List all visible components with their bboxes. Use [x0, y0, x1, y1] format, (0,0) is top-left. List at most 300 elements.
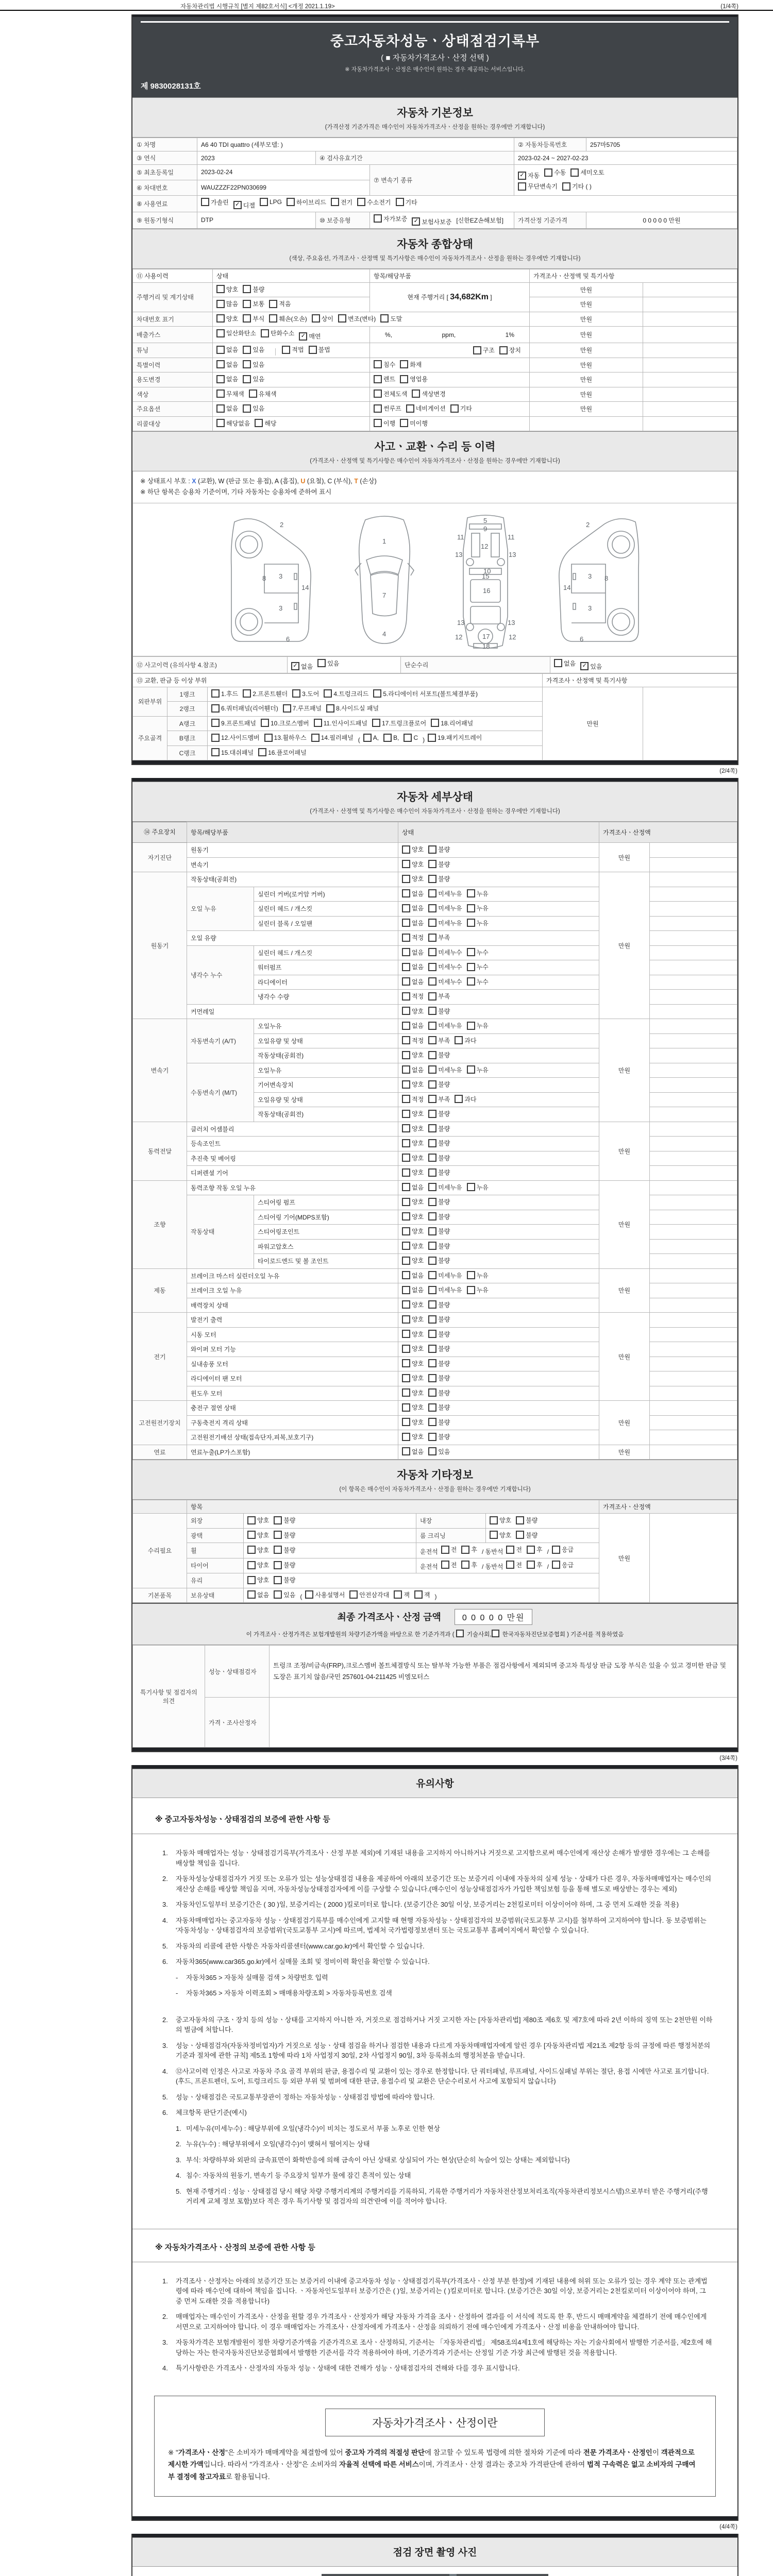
notice-item: [162, 1874, 714, 1894]
checkbox[interactable]: [428, 948, 436, 956]
text-segment: 이: [652, 2448, 661, 2456]
checkbox[interactable]: [428, 875, 436, 883]
checkbox[interactable]: [428, 1065, 436, 1074]
checkbox[interactable]: [456, 1630, 464, 1637]
checkbox[interactable]: [324, 689, 332, 698]
svg-text:16: 16: [483, 586, 491, 595]
notice-item-number: 5.: [176, 2187, 181, 2195]
page-marker-3: (3/4쪽): [719, 1755, 737, 1761]
checkbox[interactable]: [402, 1345, 410, 1353]
checkbox[interactable]: [247, 1516, 256, 1524]
checkbox-label: 불량: [438, 1404, 450, 1411]
checkbox[interactable]: [216, 329, 225, 337]
checkbox[interactable]: [216, 419, 225, 427]
checkbox[interactable]: [428, 1345, 436, 1353]
checkbox[interactable]: [274, 1531, 282, 1539]
checkbox[interactable]: [467, 904, 475, 912]
checkbox[interactable]: [274, 1576, 282, 1584]
checkbox[interactable]: [402, 1447, 410, 1455]
checkbox[interactable]: [402, 1139, 410, 1147]
checkbox[interactable]: [467, 963, 475, 971]
usage-change-options: [213, 372, 370, 387]
checkbox[interactable]: [349, 1590, 358, 1599]
checkbox[interactable]: [402, 1374, 410, 1382]
checkbox-option: [428, 889, 462, 898]
checkbox-label: 미세누유: [438, 1272, 462, 1279]
checkbox[interactable]: [216, 375, 225, 383]
checkbox[interactable]: ✓: [412, 217, 420, 226]
checkbox[interactable]: [374, 214, 382, 223]
photo-section-title: 점검 장면 촬영 사진: [393, 2547, 477, 2558]
state-options: [398, 887, 599, 902]
checkbox[interactable]: [544, 168, 552, 177]
checkbox[interactable]: [243, 285, 251, 293]
checkbox[interactable]: [402, 1212, 410, 1221]
checkbox[interactable]: [428, 1022, 436, 1030]
checkbox[interactable]: [467, 1065, 475, 1074]
checkbox[interactable]: [461, 1561, 469, 1569]
checkbox[interactable]: [428, 1271, 436, 1279]
checkbox[interactable]: [269, 314, 277, 323]
checkbox[interactable]: [428, 1433, 436, 1441]
checkbox[interactable]: [402, 934, 410, 942]
checkbox-label: 유채색: [258, 390, 277, 398]
checkbox-label: A,: [373, 734, 379, 741]
checkbox[interactable]: [428, 1286, 436, 1294]
checkbox[interactable]: [428, 1198, 436, 1206]
checkbox[interactable]: [499, 346, 508, 354]
item-label: 라디에이터: [254, 975, 398, 990]
checkbox[interactable]: [428, 1080, 436, 1089]
remark-cell: [643, 416, 737, 431]
checkbox[interactable]: [428, 1212, 436, 1221]
checkbox[interactable]: [400, 375, 408, 383]
checkbox-label: 양호: [412, 1213, 424, 1221]
checkbox[interactable]: [211, 719, 220, 727]
text-segment: 자율적 선택에 따른 서비스: [339, 2461, 419, 2469]
notice-item: [176, 2187, 714, 2207]
checkbox[interactable]: [274, 1546, 282, 1554]
checkbox[interactable]: [402, 1315, 410, 1324]
checkbox[interactable]: [247, 1531, 256, 1539]
checkbox[interactable]: [428, 1447, 436, 1455]
remark-cell: [650, 1430, 737, 1445]
checkbox[interactable]: [402, 1051, 410, 1059]
checkbox[interactable]: [461, 1546, 469, 1554]
checkbox[interactable]: [402, 948, 410, 956]
checkbox[interactable]: [402, 1007, 410, 1015]
checkbox[interactable]: [402, 1388, 410, 1397]
checkbox[interactable]: [400, 419, 408, 427]
checkbox[interactable]: [441, 1561, 449, 1569]
checkbox[interactable]: [216, 360, 225, 368]
checkbox[interactable]: [264, 734, 273, 742]
checkbox[interactable]: [287, 198, 295, 206]
transmission-options-line1: [518, 167, 733, 181]
main-frame-group-label: 주요골격: [133, 716, 167, 760]
checkbox[interactable]: [402, 1242, 410, 1250]
checkbox[interactable]: [506, 1546, 514, 1554]
checkbox[interactable]: [428, 1227, 436, 1235]
checkbox[interactable]: [518, 182, 526, 191]
state-options: [398, 1268, 599, 1283]
checkbox[interactable]: [211, 734, 220, 742]
checkbox[interactable]: [372, 719, 380, 727]
usage-history-header: ⑪ 사용이력: [133, 269, 213, 282]
checkbox-option: [216, 314, 238, 323]
possession-options: [244, 1588, 599, 1603]
checkbox[interactable]: [402, 1110, 410, 1118]
notice-item-text: 자동차인도일부터 보증기간은 ( 30 )일, 보증거리는 ( 2000 )킬로미터로 합니다. (보증기간은 30일 이상, 보증거리는 2천킬로미터 이상이어야 하며, 그 중 먼저 도래한 것을 적용): [176, 1901, 679, 1908]
checkbox[interactable]: [467, 977, 475, 986]
checkbox[interactable]: [402, 1286, 410, 1294]
text-segment: C: [327, 478, 332, 485]
checkbox-option: [428, 1403, 450, 1412]
checkbox[interactable]: [402, 963, 410, 971]
checkbox[interactable]: [490, 1531, 498, 1539]
detail-state-header: 상태: [398, 822, 599, 843]
checkbox[interactable]: [374, 375, 382, 383]
checkbox[interactable]: [216, 300, 225, 308]
checkbox[interactable]: [383, 734, 392, 742]
checkbox-option: [247, 1590, 269, 1599]
checkbox[interactable]: [309, 346, 317, 354]
checkbox[interactable]: [402, 1418, 410, 1426]
checkbox[interactable]: [249, 389, 257, 398]
checkbox[interactable]: [216, 285, 225, 293]
checkbox[interactable]: [428, 1330, 436, 1338]
checkbox[interactable]: [428, 1095, 436, 1103]
checkbox[interactable]: [428, 919, 436, 927]
remark-cell: [643, 343, 737, 358]
checkbox[interactable]: [243, 300, 251, 308]
state-options: [398, 1327, 599, 1342]
checkbox[interactable]: [282, 346, 290, 354]
checkbox-option: [428, 1036, 450, 1045]
checkbox[interactable]: [274, 1561, 282, 1569]
checkbox[interactable]: [363, 734, 372, 742]
checkbox-option: [406, 404, 446, 413]
checkbox[interactable]: [402, 1300, 410, 1309]
engineer-society-label: 기술사회,: [465, 1632, 492, 1638]
checkbox[interactable]: [467, 1286, 475, 1294]
price-cell: 만원: [599, 1313, 650, 1401]
checkbox[interactable]: [402, 992, 410, 1001]
item-group-label: 자동변속기 (A/T): [187, 1019, 254, 1063]
checkbox[interactable]: [402, 904, 410, 912]
checkbox[interactable]: ✓: [580, 662, 589, 670]
checkbox[interactable]: [402, 1433, 410, 1441]
checkbox[interactable]: [402, 1036, 410, 1044]
checkbox[interactable]: [527, 1561, 535, 1569]
checkbox[interactable]: [402, 860, 410, 868]
checkbox[interactable]: [467, 889, 475, 897]
checkbox[interactable]: [428, 1036, 436, 1044]
exchange-panel-table: [132, 673, 737, 761]
checkbox[interactable]: [357, 198, 365, 206]
checkbox-option: [243, 314, 264, 323]
checkbox[interactable]: [314, 719, 322, 727]
checkbox[interactable]: [216, 389, 225, 398]
checkbox[interactable]: [247, 1546, 256, 1554]
checkbox-label: 후: [471, 1561, 477, 1569]
checkbox[interactable]: [216, 346, 225, 354]
checkbox[interactable]: [467, 1271, 475, 1279]
checkbox[interactable]: [292, 689, 300, 698]
svg-text:1: 1: [382, 537, 386, 545]
checkbox-option: [402, 1065, 424, 1074]
checkbox-label: 불량: [283, 1577, 296, 1584]
checkbox[interactable]: [428, 1154, 436, 1162]
checkbox[interactable]: [274, 1590, 282, 1599]
notice-item-text: 누유(누수) : 해당부위에서 오일(냉각수)이 맺혀서 떨어지는 상태: [186, 2140, 370, 2148]
checkbox-label: 누수: [476, 948, 489, 956]
checkbox[interactable]: [406, 404, 414, 413]
price-survey-select-option: ( ■ 자동차가격조사ㆍ산정 선택 ): [381, 54, 489, 62]
transmission-options-line2: [518, 181, 733, 193]
checkbox[interactable]: [428, 1051, 436, 1059]
checkbox[interactable]: ✓: [233, 201, 242, 209]
checkbox[interactable]: [338, 314, 346, 323]
checkbox[interactable]: [211, 704, 220, 713]
checkbox-label: 없음: [257, 1591, 270, 1599]
checkbox-option: [243, 345, 264, 354]
checkbox[interactable]: [261, 329, 269, 337]
checkbox[interactable]: [402, 1065, 410, 1074]
checkbox-option: [287, 198, 326, 207]
checkbox[interactable]: ✓: [299, 332, 307, 341]
checkbox[interactable]: [428, 1257, 436, 1265]
checkbox[interactable]: [428, 1183, 436, 1191]
checkbox[interactable]: [255, 419, 263, 427]
checkbox-label: 불량: [438, 1257, 450, 1264]
checkbox[interactable]: [450, 404, 459, 413]
checkbox-option: [506, 1545, 522, 1554]
table-row: [133, 195, 737, 212]
checkbox[interactable]: [402, 1154, 410, 1162]
checkbox[interactable]: [562, 182, 570, 191]
checkbox[interactable]: [402, 1257, 410, 1265]
text-segment: ※ 상태표시 부호 :: [140, 478, 192, 485]
checkbox[interactable]: [261, 719, 269, 727]
checkbox[interactable]: [428, 1403, 436, 1412]
checkbox-option: [455, 1095, 476, 1104]
checkbox[interactable]: [467, 948, 475, 956]
checkbox[interactable]: [312, 314, 320, 323]
checkbox[interactable]: [467, 1183, 475, 1191]
checkbox[interactable]: [216, 314, 225, 323]
checkbox[interactable]: ✓: [291, 662, 299, 670]
checkbox[interactable]: [374, 419, 382, 427]
state-options: [398, 975, 599, 990]
checkbox[interactable]: [311, 734, 320, 742]
checkbox[interactable]: [326, 704, 334, 713]
checkbox[interactable]: [428, 1124, 436, 1132]
remark-cell: [650, 990, 737, 1005]
checkbox[interactable]: [243, 689, 251, 698]
remark-cell: [650, 1357, 737, 1371]
checkbox[interactable]: [211, 689, 220, 698]
checkbox[interactable]: [554, 659, 562, 667]
checkbox[interactable]: [269, 300, 277, 308]
checkbox-option: [372, 719, 426, 727]
checkbox[interactable]: [490, 1516, 498, 1524]
remark-cell: [650, 1122, 737, 1137]
checkbox[interactable]: [402, 889, 410, 897]
checkbox[interactable]: [247, 1561, 256, 1569]
checkbox[interactable]: [428, 934, 436, 942]
checkbox[interactable]: [506, 1561, 514, 1569]
checkbox[interactable]: [455, 1095, 463, 1103]
checkbox-option: [428, 1388, 450, 1397]
checkbox[interactable]: [402, 1198, 410, 1206]
checkbox[interactable]: [473, 346, 481, 354]
checkbox[interactable]: [402, 1403, 410, 1412]
checkbox[interactable]: [243, 314, 251, 323]
checkbox[interactable]: [402, 1359, 410, 1367]
checkbox[interactable]: [374, 404, 382, 413]
checkbox[interactable]: [331, 198, 339, 206]
checkbox[interactable]: [570, 168, 579, 177]
state-options: [398, 1313, 599, 1328]
checkbox-label: 2.프론트휀더: [253, 690, 288, 698]
checkbox-option: [314, 719, 367, 727]
checkbox[interactable]: [428, 1315, 436, 1324]
checkbox[interactable]: [400, 360, 408, 368]
checkbox[interactable]: [428, 860, 436, 868]
checkbox-option: [412, 389, 445, 398]
svg-text:13: 13: [455, 550, 463, 558]
checkbox[interactable]: [317, 659, 326, 667]
checkbox[interactable]: [402, 1124, 410, 1132]
notice-item: [162, 1900, 714, 1910]
checkbox-label: 양호: [499, 1531, 512, 1539]
checkbox[interactable]: [428, 1388, 436, 1397]
checkbox[interactable]: [402, 1080, 410, 1089]
checkbox[interactable]: [402, 919, 410, 927]
page-1: [131, 14, 738, 765]
checkbox-option: [552, 1545, 574, 1554]
checkbox[interactable]: [428, 977, 436, 986]
checkbox[interactable]: [467, 919, 475, 927]
checkbox[interactable]: [428, 904, 436, 912]
checkbox[interactable]: [402, 977, 410, 986]
checkbox[interactable]: [402, 1168, 410, 1177]
checkbox[interactable]: [552, 1561, 560, 1569]
checkbox[interactable]: [428, 845, 436, 854]
checkbox-option: [243, 689, 288, 698]
checkbox[interactable]: [396, 198, 404, 206]
text-segment: W: [218, 478, 225, 485]
checkbox[interactable]: [243, 346, 251, 354]
checkbox[interactable]: [380, 314, 389, 323]
checkbox[interactable]: [516, 1516, 524, 1524]
checkbox[interactable]: [428, 1168, 436, 1177]
checkbox[interactable]: [394, 1590, 402, 1599]
checkbox[interactable]: [428, 1300, 436, 1309]
checkbox-option: [402, 889, 424, 898]
checkbox-label: 부족: [438, 1037, 450, 1044]
checkbox-option: [527, 1545, 543, 1554]
checkbox[interactable]: [527, 1546, 535, 1554]
checkbox[interactable]: [402, 1022, 410, 1030]
checkbox[interactable]: [428, 992, 436, 1001]
price-cell: 만원: [530, 402, 643, 417]
checkbox[interactable]: [428, 1359, 436, 1367]
checkbox[interactable]: [414, 1590, 423, 1599]
tuning-exist-options: [216, 348, 269, 355]
remark-cell: [650, 902, 737, 917]
accident-history-band: [132, 431, 737, 471]
checkbox[interactable]: [211, 748, 220, 756]
svg-text:13: 13: [457, 618, 465, 626]
checkbox[interactable]: [258, 748, 266, 756]
checkbox[interactable]: [201, 198, 209, 206]
checkbox[interactable]: ✓: [518, 172, 526, 180]
checkbox[interactable]: [243, 360, 251, 368]
checkbox[interactable]: [428, 1139, 436, 1147]
checkbox[interactable]: [467, 1022, 475, 1030]
checkbox[interactable]: [305, 1590, 313, 1599]
checkbox[interactable]: [247, 1576, 256, 1584]
checkbox[interactable]: [274, 1516, 282, 1524]
checkbox[interactable]: [243, 404, 251, 413]
checkbox[interactable]: [374, 389, 382, 398]
checkbox[interactable]: [455, 1036, 463, 1044]
text-segment: (손상): [358, 478, 377, 485]
checkbox[interactable]: [374, 360, 382, 368]
checkbox[interactable]: [402, 1227, 410, 1235]
checkbox[interactable]: [402, 1330, 410, 1338]
checkbox[interactable]: [428, 963, 436, 971]
notice-item-number: 2.: [162, 2015, 168, 2024]
checkbox[interactable]: [428, 889, 436, 897]
checkbox-label: 양호: [412, 1404, 424, 1411]
checkbox[interactable]: [373, 689, 381, 698]
checkbox[interactable]: [216, 404, 225, 413]
checkbox[interactable]: [404, 734, 412, 742]
checkbox[interactable]: [402, 1183, 410, 1191]
checkbox[interactable]: [428, 734, 436, 742]
checkbox[interactable]: [402, 1095, 410, 1103]
checkbox[interactable]: [428, 1110, 436, 1118]
notice-item-text: 체크항목 판단기준(예시): [176, 2109, 247, 2116]
checkbox-option: [402, 1139, 424, 1147]
state-options: [398, 1151, 599, 1166]
checkbox-option: [402, 904, 424, 912]
checkbox[interactable]: [402, 875, 410, 883]
checkbox-option: [428, 1139, 450, 1147]
checkbox-label: 미세누유: [438, 1066, 462, 1074]
checkbox-option: [414, 1590, 430, 1599]
checkbox[interactable]: [492, 1630, 499, 1637]
checkbox[interactable]: [260, 198, 268, 206]
checkbox[interactable]: [428, 1007, 436, 1015]
checkbox[interactable]: [243, 375, 251, 383]
checkbox[interactable]: [402, 1271, 410, 1279]
checkbox[interactable]: [431, 719, 439, 727]
checkbox[interactable]: [428, 1374, 436, 1382]
checkbox[interactable]: [247, 1590, 256, 1599]
checkbox[interactable]: [412, 389, 420, 398]
checkbox[interactable]: [428, 1418, 436, 1426]
checkbox[interactable]: [516, 1531, 524, 1539]
checkbox[interactable]: [283, 704, 291, 713]
checkbox[interactable]: [402, 845, 410, 854]
checkbox[interactable]: [552, 1546, 560, 1554]
checkbox[interactable]: [441, 1546, 449, 1554]
checkbox[interactable]: [428, 1242, 436, 1250]
